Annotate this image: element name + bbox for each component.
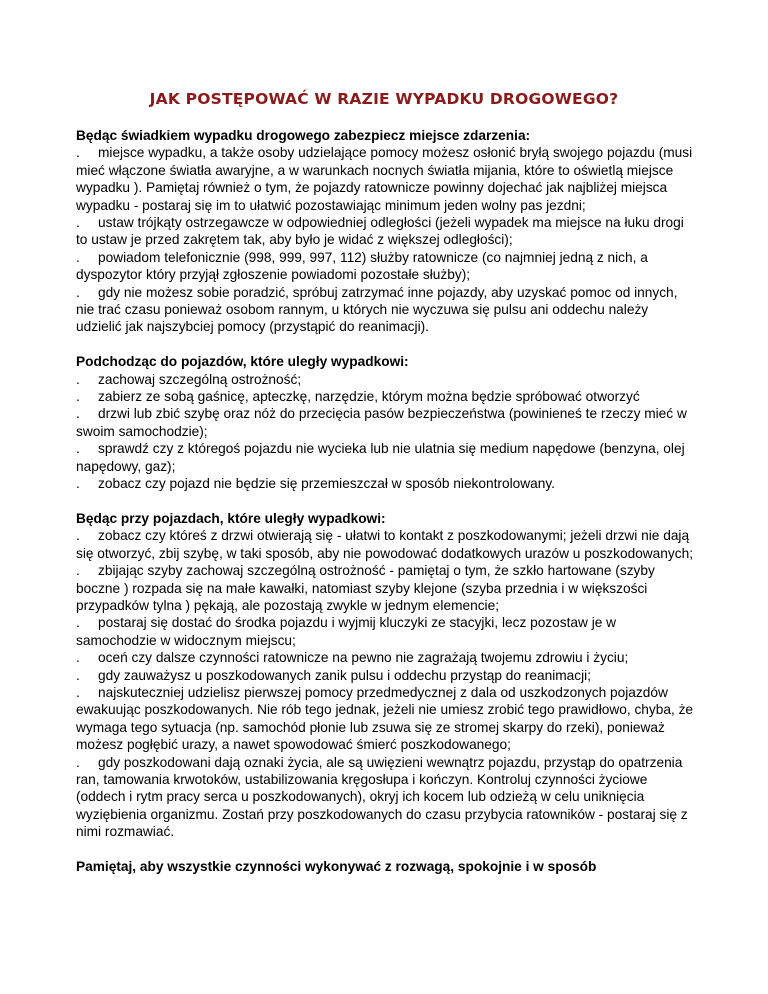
list-item [76, 614, 696, 649]
list-item-text: drzwi lub zbić szybę oraz nóż do przecięcia pasów bezpieczeństwa (powinieneś te rzeczy mieć w swoim samochodzie); [76, 406, 687, 439]
list-item-text: zobacz czy pojazd nie będzie się przemieszczał w sposób niekontrolowany. [98, 476, 555, 492]
list-item-text: gdy poszkodowani dają oznaki życia, ale są uwięzieni wewnątrz pojazdu, przystąp do opatrzenia ran, tamowania krwotoków, ustabilizowania kręgosłupa i kończyn. Kontroluj czynności życiowe (oddech i rytm pracy serca u poszkodowanych), okryj ich kocem lub odzieżą w celu uniknięcia wyziębienia organizmu. Zostań przy poszkodowanych do czasu przybycia ratowników - postaraj się z nimi rozmawiać. [76, 754, 688, 840]
bullet-marker: . [76, 563, 80, 579]
list-item-text: zbijając szyby zachowaj szczególną ostrożność - pamiętaj o tym, że szkło hartowane (szyby boczne ) rozpada się na małe kawałki, natomiast szyby klejone (szyba przednia i w większości przypadków tylna ) pękają, ale pozostają zwykle w jednym elemencie; [76, 563, 655, 613]
bullet-marker: . [76, 684, 80, 700]
bullet-marker: . [76, 528, 80, 544]
bullet-marker: . [76, 249, 80, 265]
list-item [76, 754, 696, 841]
section-approaching-vehicles [76, 353, 696, 492]
list-item-text: zabierz ze sobą gaśnicę, apteczkę, narzędzie, którym można będzie spróbować otworzyć [98, 389, 640, 405]
list-item-text: ustaw trójkąty ostrzegawcze w odpowiedniej odległości (jeżeli wypadek ma miejsce na łuku drogi to ustaw je przed zakrętem tak, aby było je widać z większej odległości); [76, 215, 684, 248]
list-item [76, 562, 696, 614]
list-item [76, 527, 696, 562]
list-item [76, 440, 696, 475]
list-item [76, 405, 696, 440]
bullet-marker: . [76, 371, 80, 387]
list-item-text: gdy nie możesz sobie poradzić, spróbuj zatrzymać inne pojazdy, aby uzyskać pomoc od innych, nie trać czasu ponieważ osobom rannym, u których nie wyczuwa się pulsu ani oddechu należy udzielić jak najszybciej pomocy (przystąpić do reanimacji). [76, 284, 678, 335]
list-item [76, 388, 696, 405]
bullet-marker: . [76, 284, 80, 300]
section-securing-scene [76, 127, 696, 336]
list-item [76, 284, 696, 336]
bullet-marker: . [76, 667, 80, 683]
list-item-text: sprawdź czy z któregoś pojazdu nie wycieka lub nie ulatnia się medium napędowe (benzyna, olej napędowy, gaz); [76, 441, 685, 474]
list-item [76, 667, 696, 684]
bullet-marker: . [76, 615, 80, 631]
bullet-marker: . [76, 406, 80, 422]
list-item [76, 475, 696, 492]
section-at-vehicles [76, 510, 696, 841]
list-item-text: oceń czy dalsze czynności ratownicze na pewno nie zagrażają twojemu zdrowiu i życiu; [98, 650, 629, 666]
document-body [76, 127, 696, 875]
list-item [76, 249, 696, 284]
closing-note: Pamiętaj, aby wszystkie czynności wykonywać z rozwagą, spokojnie i w sposób [76, 859, 597, 875]
section-heading: Będąc przy pojazdach, które uległy wypadkowi: [76, 510, 386, 526]
list-item [76, 214, 696, 249]
section-heading: Podchodząc do pojazdów, które uległy wypadkowi: [76, 354, 409, 370]
bullet-marker: . [76, 145, 80, 161]
list-item [76, 684, 696, 754]
section-heading: Będąc świadkiem wypadku drogowego zabezpiecz miejsce zdarzenia: [76, 128, 531, 143]
bullet-marker: . [76, 754, 80, 770]
page-title: JAK POSTĘPOWAĆ W RAZIE WYPADKU DROGOWEGO? [149, 90, 619, 108]
list-item-text: postaraj się dostać do środka pojazdu i wyjmij kluczyki ze stacyjki, lecz pozostaw je w samochodzie w widocznym miejscu; [76, 615, 617, 648]
list-item-text: miejsce wypadku, a także osoby udzielające pomocy możesz osłonić bryłą swojego pojazdu (musi mieć włączone światła awaryjne, a w warunkach nocnych światła mijania, które to oświetlą miejsce wypadku ). Pamiętaj również o tym, że pojazdy ratownicze powinny dojechać jak najbliżej miejsca wypadku - postaraj się im to ułatwić pozostawiając minimum jeden wolny pas jezdni; [76, 145, 693, 213]
bullet-marker: . [76, 650, 80, 666]
bullet-marker: . [76, 441, 80, 457]
list-item-text: najskuteczniej udzielisz pierwszej pomocy przedmedycznej z dala od uszkodzonych pojazdów ewakuując poszkodowanych. Nie rób tego jednak, jeżeli nie umiesz zrobić tego prawidłowo, chyba, że wymaga tego sytuacja (np. samochód płonie lub zsuwa się ze stromej skarpy do rzeki), ponieważ możesz pogłębić urazy, a nawet spowodować śmierć poszkodowanego; [76, 684, 694, 753]
list-item-text: powiadom telefonicznie (998, 999, 997, 112) służby ratownicze (co najmniej jedną z nich, a dyspozytor który przyjął zgłoszenie powiadomi pozostałe służby); [76, 249, 648, 283]
list-item [76, 144, 696, 214]
bullet-marker: . [76, 215, 80, 231]
list-item [76, 649, 696, 666]
list-item [76, 371, 696, 388]
bullet-marker: . [76, 476, 80, 492]
bullet-marker: . [76, 389, 80, 405]
list-item-text: zachowaj szczególną ostrożność; [98, 371, 302, 387]
list-item-text: zobacz czy któreś z drzwi otwierają się - ułatwi to kontakt z poszkodowanymi; jeżeli drzwi nie dają się otworzyć, zbij szybę, w taki sposób, aby nie powodować dodatkowych urazów u poszkodowanych; [76, 528, 694, 561]
list-item-text: gdy zauważysz u poszkodowanych zanik pulsu i oddechu przystąp do reanimacji; [98, 667, 592, 683]
